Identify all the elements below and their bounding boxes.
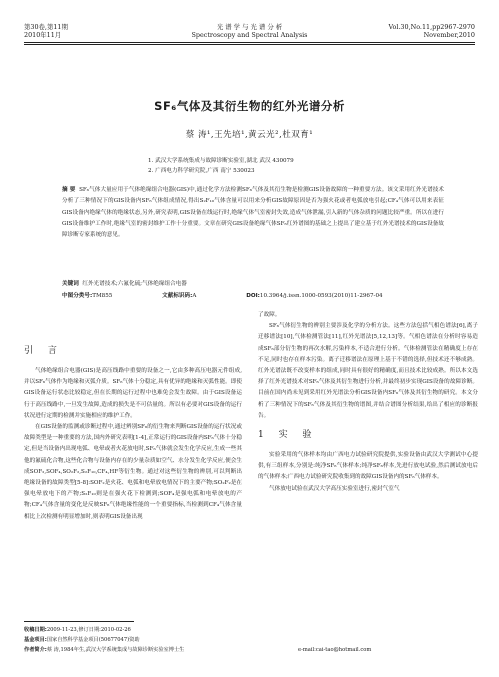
author-email: e-mail:cai-tao@hotmail.com (298, 647, 372, 653)
doc-code: A (192, 293, 197, 299)
keywords (62, 279, 444, 290)
section-heading-intro: 引 言 (24, 346, 63, 356)
fund-info: 国家自然科学基金项目(50677047)资助 (46, 637, 140, 643)
affiliation-1: 1. 武汉大学系统集成与故障诊断实验室,湖北 武汉 430079 (148, 158, 294, 164)
paragraph: SF₆气体衍生物的辨别主要涉及化学的分析方法。这些方法包括气相色谱法[6],离子迁移谱法[10],气体检测管法[11],红外光谱法[5,12,13]等。气相色谱法在分析时容易造成SF₆部分衍生物的再次水解,污染样本,不适合进行分析。气体检测管法在精确度上存在不足,同时也存在样本污染。离子迁移谱法在原理上基于不错的选择,但技术还不够成熟。红外光谱法既不改变样本的组成,同时具有很好的精确度,而且技术比较成熟。所以本文选择了红外光谱技术对SF₆气体及其衍生物进行分析,并最终初步实现GIS设备的故障诊断。目前在国内尚未见到采用红外光谱法分析GIS设备内SF₆气体及其衍生物的研究。本文分析了三种情况下的SF₆气体及其衍生物的谱图,并结合谱图分析结果,给出了相应的诊断报告。 (258, 323, 478, 419)
paragraph: 在GIS设备的监测或诊断过程中,通过辨别SF₆的衍生物来判断GIS设备的运行状况或故障类型是一种重要的方法,国内外研究表明[1-4],正常运行的GIS设备内SF₆气体十分稳定,但是当设备内出现电弧、电晕或者火花放电时,SF₆气体就会发生化学反应,生成一些其他的氟硫化合物,这些化合物与设备内存在的少量杂质如空气、水分发生化学反应,便会生成SOF₂,SOF₄,SO₂F₂,S₂F₁₀,CF₄,HF等衍生物。通过对这些衍生物的辨别,可以判断出绝缘设备的故障类型[5-8]:SOF₂是火花、电弧和电晕放电情况下的主要产物;SO₂F₂是在强电晕放电下的产物;S₂F₁₀则是在强火花下检测到;SOF₄是强电弧和电晕放电的产物;CF₄气体含量的变化是反映SF₆气体绝缘性能的一个重要指标,当检测到CF₄气体含量相比上次检测有明显增加时,则表明GIS设备出现 (24, 424, 242, 520)
footnote: 收稿日期:2009-11-23,修订日期:2010-02-26 基金项目:国家自然科学基金项目(50677047)资助 作者简介:蔡 涛,1984年生,武汉大学系统集成与故障诊断实验室博士生 e-mail:cai-tao@hotmail.com (24, 627, 372, 653)
paragraph: 实验采用的气体样本均由广西电力试验研究院提供,实验设备由武汉大学测试中心提供,有三组样本,分别是:纯净SF₆气体样本;纯净SF₆样本,先进行放电试验,然后测试放电后的气体样本;广西电力试验研究院收集到的故障GIS设备内的SF₆气体样本。 (258, 452, 478, 481)
journal-volume: Vol.30,No.11,pp2967-2970 November,2010 (388, 23, 475, 39)
paragraph: 了故障。 (258, 312, 281, 318)
abstract-text: SF₆气体大量应用于气体绝缘组合电器(GIS)中,通过化学方法检测SF₆气体及其衍生物是检测GIS设备故障的一种重要方法。该文采用红外光谱技术分析了三种情况下的GIS设备内SF₆气体组成情况,得出S₂F₁₀气体含量可以用来分析GIS故障原因是否为强火花或者电弧放电引起;CF₄气体可以用来表征GIS设备内绝缘气体的绝缘状态,另外,研究表明,GIS设备在线运行时,绝缘气体气室密封失效,造成气体泄漏,引入新的气体杂质的问题比较严重。所以在进行GIS设备维护工作时,绝缘气室的密封维护工作十分重要。文章在研究GIS设备绝缘气体SF₆红外谱图的基础之上提出了建立基于红外光谱技术的GIS设备故障诊断专家系统的意见。 (62, 187, 445, 239)
section-heading-experiment: 1 实 验 (258, 430, 318, 441)
header-rule-thin (24, 44, 475, 45)
author-list: 蔡 涛¹,王先培¹,黄云光²,杜双育¹ (185, 130, 314, 140)
journal-issue: 第30卷,第11期 2010年11月 (24, 23, 68, 39)
clc-number: TM855 (92, 293, 113, 299)
footnote-rule (24, 621, 134, 622)
author-bio: 蔡 涛,1984年生,武汉大学系统集成与故障诊断实验室博士生 (46, 647, 185, 653)
affiliation-2: 2. 广西电力科学研究院,广西 南宁 530023 (148, 168, 255, 174)
paragraph: 气体放电试验在武汉大学高压实验室进行,密封气室气 (269, 485, 400, 492)
doi: 10.3964/j.issn.1000-0593(2010)11-2967-04 (259, 293, 383, 299)
keywords-text: 红外光谱技术;六氟化硫;气体绝缘组合电器 (82, 281, 187, 287)
journal-name: 光 谱 学 与 光 谱 分 析 Spectroscopy and Spectral Analysis (191, 23, 308, 39)
paragraph: 气体绝缘组合电器(GIS)是高压线路中重要的设备之一,它由多种高压电器元件组成,并以SF₆气体作为绝缘和灭弧介质。SF₆气体十分稳定,具有优异的绝缘和灭弧性能。即使GIS设备运行状态比较稳定,但在长期的运行过程中也难免会发生故障。由于GIS设备运行于高压线路中,一旦发生故障,造成的损失是不可估量的。所以有必要对GIS设备的运行状况进行定期的检测并实施相应的维护工作。 (24, 368, 242, 419)
header-rule (24, 42, 475, 43)
keywords-label: 关键词 (62, 281, 79, 287)
right-column (258, 310, 478, 495)
paper-title: SF₆气体及其衍生物的红外光谱分析 (154, 99, 345, 113)
abstract-label: 摘 要 (62, 187, 76, 193)
received-date: 2009-11-23,修订日期:2010-02-26 (46, 627, 131, 633)
left-column (24, 338, 242, 523)
abstract (62, 185, 444, 241)
running-header (24, 24, 475, 42)
affiliations (148, 156, 294, 176)
article-meta: 中图分类号:TM855 文献标识码:A DOI:10.3964/j.issn.1000-0593(2010)11-2967-04 (62, 293, 383, 299)
